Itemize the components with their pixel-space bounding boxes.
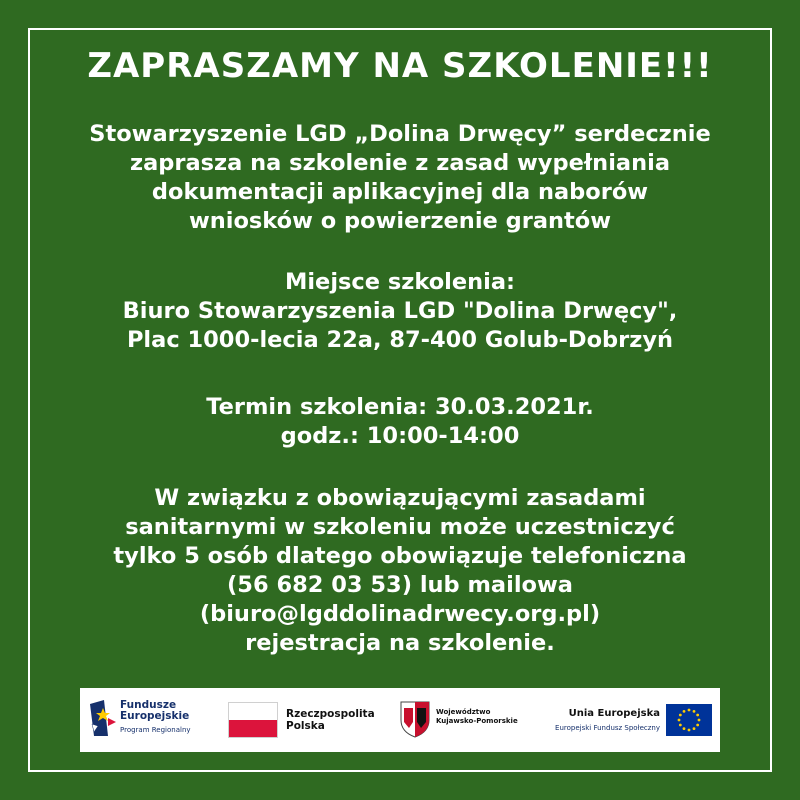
- eu-star-icon: [683, 727, 686, 730]
- eu-star-icon: [688, 709, 691, 712]
- phone-line: (56 682 03 53) lub mailowa: [227, 572, 573, 598]
- date-line: Termin szkolenia: 30.03.2021r.: [206, 394, 594, 420]
- eu-star-icon: [679, 714, 682, 717]
- time-line: godz.: 10:00-14:00: [280, 423, 520, 449]
- funding-logos-bar: [80, 688, 720, 752]
- wkp-name: Województwo Kujawsko-Pomorskie: [436, 708, 518, 725]
- eu-star-icon: [696, 724, 699, 727]
- intro-line: zaprasza na szkolenie z zasad wypełniania: [129, 150, 671, 176]
- eu-star-icon: [678, 719, 681, 722]
- notice-line: tylko 5 osób dlatego obowiązuje telefoniczna: [113, 543, 687, 569]
- ue-fund-name: Europejski Fundusz Społeczny: [555, 724, 660, 732]
- location-line: Plac 1000-lecia 22a, 87-400 Golub-Dobrzyń: [126, 327, 674, 353]
- fe-subtitle: Program Regionalny: [120, 726, 191, 734]
- ue-name: Unia Europejska: [568, 708, 660, 719]
- unia-europejska-logo: [555, 688, 712, 752]
- eu-star-icon: [698, 719, 701, 722]
- rp-name: Rzeczpospolita Polska: [286, 708, 375, 732]
- eu-star-icon: [683, 710, 686, 713]
- eu-star-icon: [693, 727, 696, 730]
- intro-line: wniosków o powierzenie grantów: [188, 208, 612, 234]
- polish-flag-icon: [228, 702, 278, 738]
- location-paragraph: [40, 268, 760, 355]
- notice-line: sanitarnymi w szkoleniu może uczestniczyć: [125, 514, 675, 540]
- wojewodztwo-kujawsko-pomorskie-logo: [400, 688, 540, 752]
- eu-flag-icon: [666, 704, 712, 736]
- fundusze-europejskie-logo: [90, 688, 220, 752]
- headline: ZAPRASZAMY NA SZKOLENIE!!!: [87, 46, 713, 86]
- eu-star-icon: [679, 724, 682, 727]
- email-line: (biuro@lgddolinadrwecy.org.pl): [199, 601, 601, 627]
- notice-line: rejestracja na szkolenie.: [245, 630, 555, 656]
- intro-paragraph: [40, 120, 760, 236]
- fundusze-europejskie-star-icon: [90, 700, 116, 736]
- eu-star-icon: [693, 710, 696, 713]
- date-paragraph: [40, 393, 760, 451]
- location-line: Biuro Stowarzyszenia LGD "Dolina Drwęcy",: [122, 298, 678, 324]
- intro-line: dokumentacji aplikacyjnej dla naborów: [151, 179, 649, 205]
- notice-line: W związku z obowiązującymi zasadami: [154, 485, 646, 511]
- eu-star-icon: [688, 729, 691, 732]
- rzeczpospolita-polska-logo: [228, 688, 375, 752]
- intro-line: Stowarzyszenie LGD „Dolina Drwęcy” serdecznie: [89, 121, 711, 147]
- fe-name: Fundusze Europejskie: [120, 699, 190, 722]
- location-line: Miejsce szkolenia:: [284, 269, 516, 295]
- notice-paragraph: [40, 484, 760, 658]
- coat-of-arms-icon: [400, 700, 430, 738]
- eu-star-icon: [696, 714, 699, 717]
